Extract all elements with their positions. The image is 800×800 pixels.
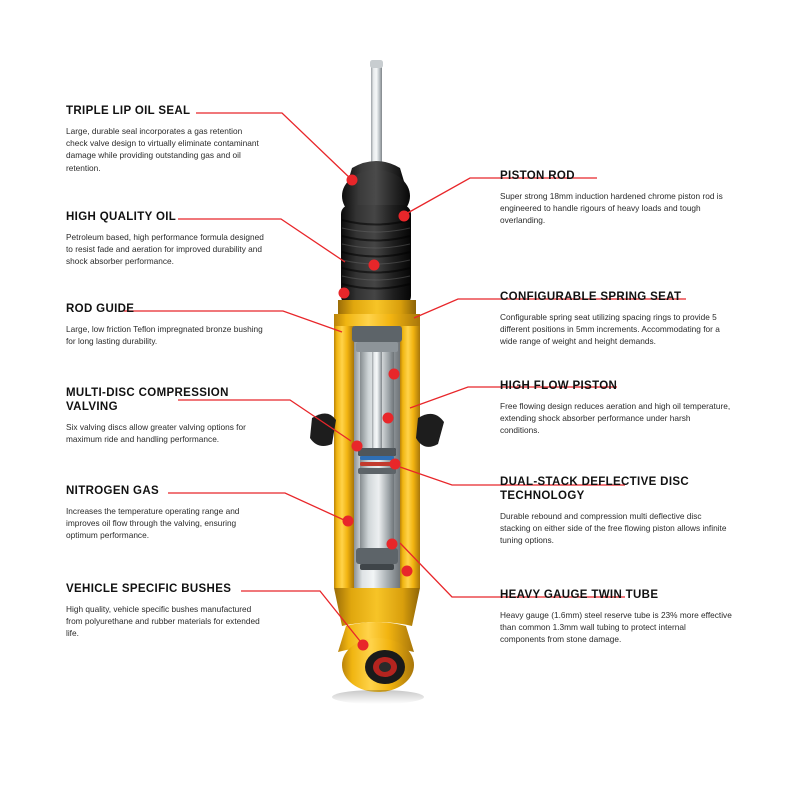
callout-triple-lip-oil-seal xyxy=(66,104,266,174)
callout-title: PISTON ROD xyxy=(500,170,575,182)
callout-body: Petroleum based, high performance formula designed to resist fade and aeration for improved durability and shock absorber performance. xyxy=(66,232,264,267)
callout-heavy-gauge-twin-tube xyxy=(500,588,732,646)
callout-body: Large, low friction Teflon impregnated bronze bushing for long lasting durability. xyxy=(66,324,263,347)
callout-configurable-spring-seat xyxy=(500,290,732,348)
callout-body: Free flowing design reduces aeration and high oil temperature, extending shock absorber performance under harsh conditions. xyxy=(500,401,731,436)
callout-high-flow-piston xyxy=(500,379,732,437)
callout-piston-rod xyxy=(500,169,732,227)
callout-title: MULTI-DISC COMPRESSION VALVING xyxy=(66,387,229,413)
callout-nitrogen-gas xyxy=(66,484,266,542)
callout-body: Large, durable seal incorporates a gas retention check valve design to virtually eliminate contaminant damage while providing outstanding gas and oil retention. xyxy=(66,126,259,173)
callout-title: HIGH FLOW PISTON xyxy=(500,380,618,392)
callout-high-quality-oil xyxy=(66,210,266,268)
callout-title: NITROGEN GAS xyxy=(66,485,160,497)
callout-body: Configurable spring seat utilizing spacing rings to provide 5 different positions in 5mm increments. Accommodating for a wide range of weight and height demands. xyxy=(500,312,720,347)
callout-title: ROD GUIDE xyxy=(66,303,135,315)
callout-dual-stack-deflective-disc-technology xyxy=(500,475,732,547)
callout-title: HEAVY GAUGE TWIN TUBE xyxy=(500,589,659,601)
callout-title: CONFIGURABLE SPRING SEAT xyxy=(500,291,682,303)
callout-title: DUAL-STACK DEFLECTIVE DISC TECHNOLOGY xyxy=(500,476,690,502)
callout-title: HIGH QUALITY OIL xyxy=(66,211,177,223)
callout-title: TRIPLE LIP OIL SEAL xyxy=(66,105,191,117)
callout-body: Increases the temperature operating range and improves oil flow through the valving, ensuring optimum performance. xyxy=(66,506,240,541)
callout-rod-guide xyxy=(66,302,266,347)
callout-title: VEHICLE SPECIFIC BUSHES xyxy=(66,583,232,595)
callout-vehicle-specific-bushes xyxy=(66,582,266,640)
callout-multi-disc-compression-valving xyxy=(66,386,266,445)
callout-body: Six valving discs allow greater valving options for maximum ride and handling performance. xyxy=(66,422,246,445)
callout-body: Heavy gauge (1.6mm) steel reserve tube is 23% more effective than common 1.3mm wall tubing to protect internal components from stone damage. xyxy=(500,610,732,645)
leader-endpoint-dots xyxy=(339,175,413,651)
callout-body: Durable rebound and compression multi deflective disc stacking on either side of the free flowing piston allows infinite tuning options. xyxy=(500,511,727,546)
callout-body: Super strong 18mm induction hardened chrome piston rod is engineered to handle rigours of heavy loads and tough overlanding. xyxy=(500,191,723,226)
callout-body: High quality, vehicle specific bushes manufactured from polyurethane and rubber materials for extended life. xyxy=(66,604,260,639)
